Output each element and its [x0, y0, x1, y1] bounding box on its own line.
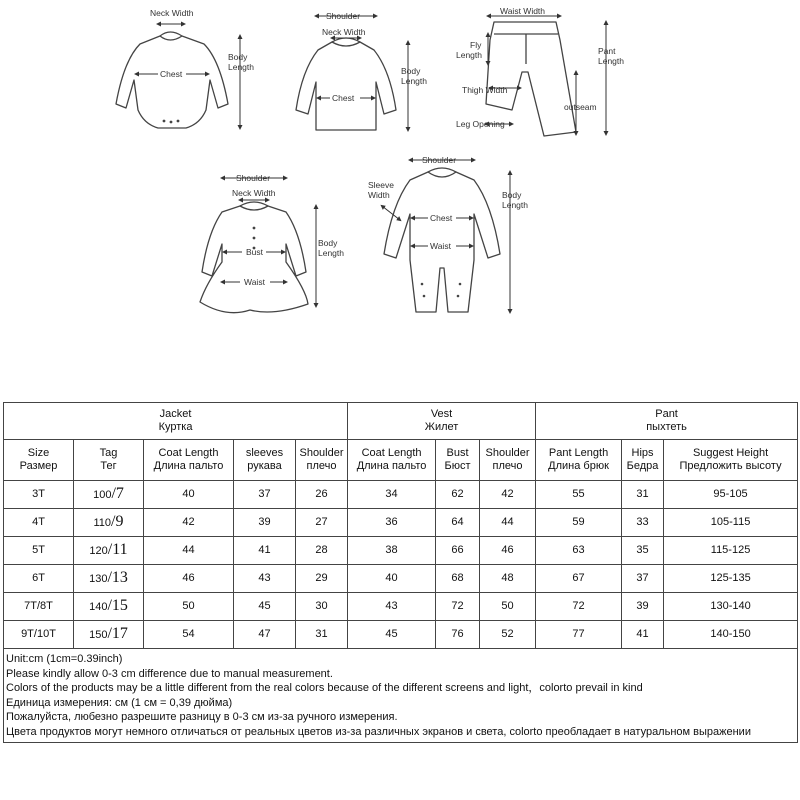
- cell-sleeves: 39: [234, 509, 296, 537]
- cell-hips: 31: [622, 481, 664, 509]
- cell-coat-length: 44: [144, 537, 234, 565]
- pants-waist-width-label: Waist Width: [500, 6, 546, 16]
- cell-pant-length: 63: [536, 537, 622, 565]
- col-header-hips: Hips Бедра: [622, 440, 664, 481]
- cell-coat-length: 54: [144, 621, 234, 649]
- cell-tag: 120/11: [74, 537, 144, 565]
- group-header-row: [4, 403, 798, 440]
- cell-suggest-height: 130-140: [664, 593, 798, 621]
- romper-sleeve-width-label-2: Width: [368, 190, 390, 200]
- dress-waist-label: Waist: [244, 277, 265, 287]
- cell-sleeves: 37: [234, 481, 296, 509]
- table-row: [4, 565, 798, 593]
- romper-diagram: [368, 155, 528, 312]
- dress-diagram: [200, 173, 344, 313]
- pants-fly-length-label-1: Fly: [470, 40, 482, 50]
- cell-shoulder: 27: [296, 509, 348, 537]
- cell-size: 9T/10T: [4, 621, 74, 649]
- bodysuit-body-length-label-2: Length: [228, 62, 254, 72]
- cell-vest-shoulder: 50: [480, 593, 536, 621]
- col-header-coat-length: Coat Length Длина пальто: [144, 440, 234, 481]
- cell-size: 5T: [4, 537, 74, 565]
- vest-group-header: Vest Жилет: [348, 403, 536, 440]
- pant-group-header: Pant пыхтеть: [536, 403, 798, 440]
- cell-hips: 35: [622, 537, 664, 565]
- cell-vest-shoulder: 42: [480, 481, 536, 509]
- shirt-chest-label: Chest: [332, 93, 355, 103]
- col-header-tag: Tag Тег: [74, 440, 144, 481]
- cell-size: 6T: [4, 565, 74, 593]
- pants-pant-length-label-2: Length: [598, 56, 624, 66]
- cell-hips: 39: [622, 593, 664, 621]
- cell-sleeves: 47: [234, 621, 296, 649]
- garment-diagrams: [0, 0, 800, 330]
- bodysuit-collar: [160, 32, 182, 36]
- cell-pant-length: 67: [536, 565, 622, 593]
- cell-bust: 68: [436, 565, 480, 593]
- romper-sleeve-width-label-1: Sleeve: [368, 180, 394, 190]
- dress-outline: [200, 206, 308, 313]
- notes-cell: [4, 649, 798, 743]
- note-unit-ru: Единица измерения: см (1 см = 0,39 дюйма): [6, 696, 233, 709]
- cell-hips: 41: [622, 621, 664, 649]
- romper-chest-label: Chest: [430, 213, 453, 223]
- cell-shoulder: 30: [296, 593, 348, 621]
- bodysuit-outline: [116, 36, 228, 128]
- table-row: [4, 621, 798, 649]
- note-difference-ru: Пожалуйста, любезно разрешите разницу в 0-3 см из-за ручного измерения.: [6, 711, 398, 723]
- table-row: [4, 481, 798, 509]
- shirt-body-length-label-1: Body: [401, 66, 421, 76]
- shirt-neck-width-label: Neck Width: [322, 27, 366, 37]
- cell-suggest-height: 140-150: [664, 621, 798, 649]
- cell-pant-length: 55: [536, 481, 622, 509]
- cell-size: 7T/8T: [4, 593, 74, 621]
- dress-bust-label: Bust: [246, 247, 264, 257]
- shirt-outline: [296, 42, 396, 130]
- pants-thigh-width-label: Thigh Width: [462, 85, 508, 95]
- note-difference: Please kindly allow 0-3 cm difference due to manual measurement.: [6, 667, 333, 680]
- romper-body-length-label-1: Body: [502, 190, 522, 200]
- col-header-vest-coat-length: Coat Length Длина пальто: [348, 440, 436, 481]
- pants-leg-opening-label: Leg Opening: [456, 119, 505, 129]
- cell-bust: 64: [436, 509, 480, 537]
- cell-sleeves: 45: [234, 593, 296, 621]
- cell-tag: 100/7: [74, 481, 144, 509]
- cell-tag: 130/13: [74, 565, 144, 593]
- cell-shoulder: 29: [296, 565, 348, 593]
- dress-body-length-label-2: Length: [318, 248, 344, 258]
- cell-shoulder: 31: [296, 621, 348, 649]
- column-header-row: [4, 440, 798, 481]
- jacket-group-header: Jacket Куртка: [4, 403, 348, 440]
- pants-outseam-label: outseam: [564, 102, 597, 112]
- cell-vest-shoulder: 46: [480, 537, 536, 565]
- romper-waist-label: Waist: [430, 241, 451, 251]
- cell-coat-length: 50: [144, 593, 234, 621]
- note-colors: Colors of the products may be a little different from the real colors because of the different screens and light，colorto prevail in kind: [6, 682, 643, 694]
- table-row: [4, 509, 798, 537]
- cell-tag: 140/15: [74, 593, 144, 621]
- pants-fly-length-label-2: Length: [456, 50, 482, 60]
- cell-vest-coat-length: 36: [348, 509, 436, 537]
- cell-sleeves: 43: [234, 565, 296, 593]
- col-header-suggest-height: Suggest Height Предложить высоту: [664, 440, 798, 481]
- cell-shoulder: 28: [296, 537, 348, 565]
- cell-suggest-height: 105-115: [664, 509, 798, 537]
- cell-suggest-height: 125-135: [664, 565, 798, 593]
- cell-vest-coat-length: 38: [348, 537, 436, 565]
- garment-diagrams-svg: [0, 0, 800, 330]
- shirt-body-length-label-2: Length: [401, 76, 427, 86]
- cell-vest-shoulder: 44: [480, 509, 536, 537]
- cell-vest-shoulder: 52: [480, 621, 536, 649]
- cell-pant-length: 72: [536, 593, 622, 621]
- cell-vest-coat-length: 34: [348, 481, 436, 509]
- bodysuit-diagram: [116, 8, 254, 128]
- col-header-size: Size Размер: [4, 440, 74, 481]
- cell-suggest-height: 115-125: [664, 537, 798, 565]
- cell-bust: 66: [436, 537, 480, 565]
- cell-shoulder: 26: [296, 481, 348, 509]
- cell-vest-coat-length: 45: [348, 621, 436, 649]
- cell-size: 4T: [4, 509, 74, 537]
- cell-bust: 62: [436, 481, 480, 509]
- cell-suggest-height: 95-105: [664, 481, 798, 509]
- cell-coat-length: 42: [144, 509, 234, 537]
- pants-diagram: [456, 6, 624, 136]
- cell-tag: 110/9: [74, 509, 144, 537]
- col-header-shoulder: Shoulder плечо: [296, 440, 348, 481]
- shirt-diagram: [296, 11, 427, 130]
- notes-row: [4, 649, 798, 743]
- note-colors-ru: Цвета продуктов могут немного отличаться от реальных цветов из-за различных экранов и света, colorto преобладает в натуральном выражении: [6, 725, 751, 738]
- cell-hips: 33: [622, 509, 664, 537]
- table-row: [4, 593, 798, 621]
- size-chart-table: [3, 402, 798, 743]
- bodysuit-body-length-label-1: Body: [228, 52, 248, 62]
- note-unit: Unit:cm (1cm=0.39inch): [6, 653, 123, 665]
- cell-hips: 37: [622, 565, 664, 593]
- cell-vest-shoulder: 48: [480, 565, 536, 593]
- pants-pant-length-label-1: Pant: [598, 46, 616, 56]
- col-header-pant-length: Pant Length Длина брюк: [536, 440, 622, 481]
- col-header-bust: Bust Бюст: [436, 440, 480, 481]
- shirt-shoulder-label: Shoulder: [326, 11, 361, 21]
- cell-vest-coat-length: 43: [348, 593, 436, 621]
- bodysuit-chest-label: Chest: [160, 69, 183, 79]
- cell-size: 3T: [4, 481, 74, 509]
- cell-pant-length: 59: [536, 509, 622, 537]
- dress-neck-width-label: Neck Width: [232, 188, 276, 198]
- cell-pant-length: 77: [536, 621, 622, 649]
- cell-coat-length: 40: [144, 481, 234, 509]
- romper-body-length-label-2: Length: [502, 200, 528, 210]
- cell-sleeves: 41: [234, 537, 296, 565]
- cell-bust: 76: [436, 621, 480, 649]
- dress-shoulder-label: Shoulder: [236, 173, 271, 183]
- cell-vest-coat-length: 40: [348, 565, 436, 593]
- col-header-sleeves: sleeves рукава: [234, 440, 296, 481]
- dress-body-length-label-1: Body: [318, 238, 338, 248]
- cell-tag: 150/17: [74, 621, 144, 649]
- col-header-vest-shoulder: Shoulder плечо: [480, 440, 536, 481]
- romper-shoulder-label: Shoulder: [422, 155, 457, 165]
- table-row: [4, 537, 798, 565]
- cell-bust: 72: [436, 593, 480, 621]
- cell-coat-length: 46: [144, 565, 234, 593]
- bodysuit-neck-width-label: Neck Width: [150, 8, 194, 18]
